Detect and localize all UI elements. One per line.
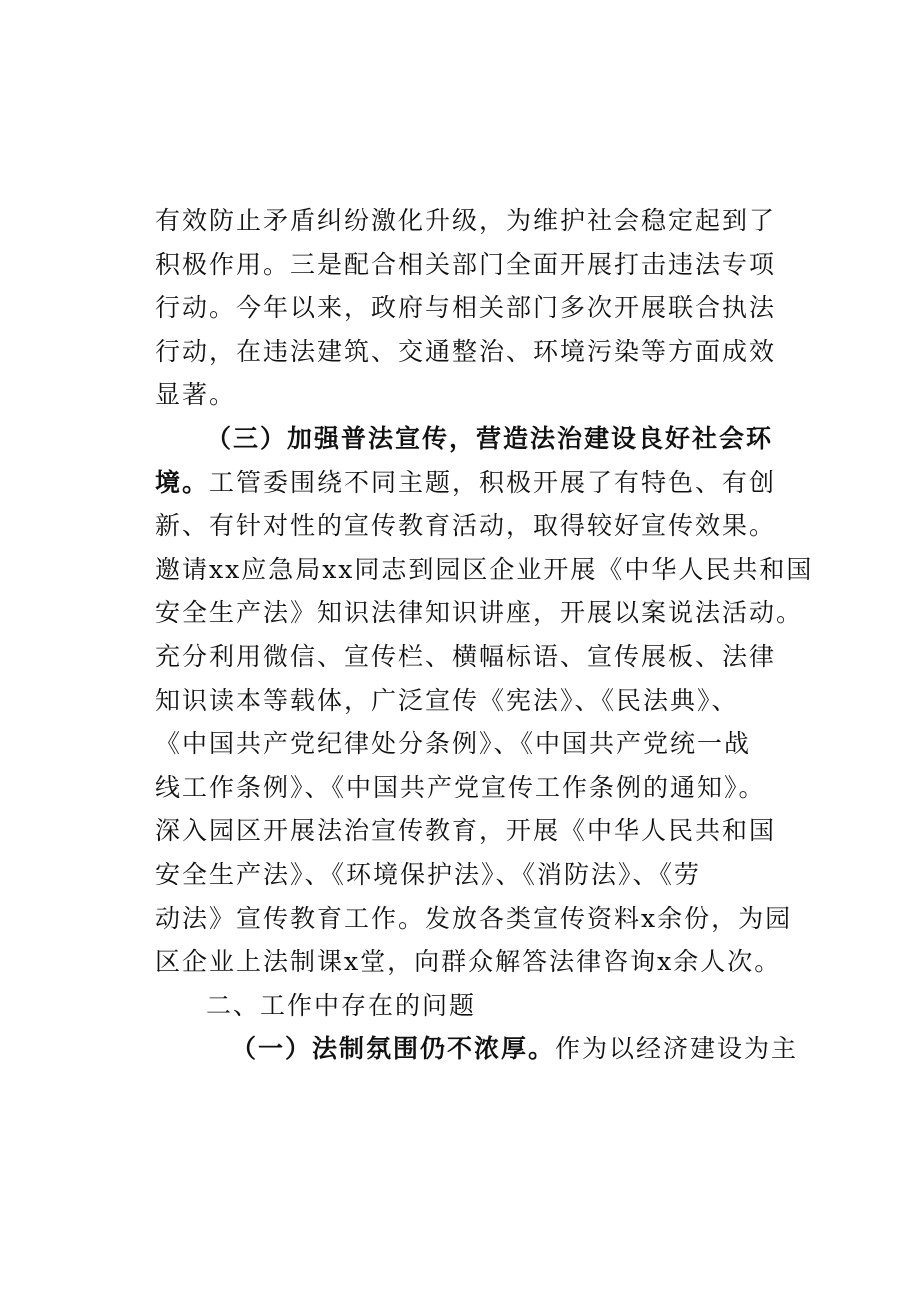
paragraph-line: 安全生产法》知识法律知识讲座，开展以案说法活动。 — [155, 598, 804, 628]
paragraph-line: 动法》宣传教育工作。发放各类宣传资料x余份，为园 — [155, 903, 793, 933]
subsection-1-line — [155, 1027, 799, 1071]
section-two-heading: 二、工作中存在的问题 — [206, 990, 477, 1020]
section-3-title-line — [155, 417, 775, 461]
paragraph-line — [155, 461, 775, 505]
paragraph-line: 安全生产法》、《环境保护法》、《消防法》、《劳 — [155, 859, 702, 889]
paragraph-line: 显著。 — [155, 380, 237, 410]
paragraph-line: 《中国共产党纪律处分条例》、《中国共产党统一战 — [155, 729, 752, 759]
paragraph-line: 有效防止矛盾纠纷激化升级，为维护社会稳定起到了 — [155, 206, 777, 235]
paragraph-line: 知识读本等载体，广泛宣传《宪法》、《民法典》、 — [155, 685, 739, 715]
paragraph-line: 行动，在违法建筑、交通整治、环境污染等方面成效 — [155, 336, 777, 366]
paragraph-text: 作为以经济建设为主 — [555, 1034, 799, 1064]
section-3-title-end: 境。 — [155, 467, 210, 497]
document-body — [155, 199, 814, 1071]
paragraph-text: 工管委围绕不同主题，积极开展了有特色、有创 — [209, 467, 777, 497]
paragraph-line: 线工作条例》、《中国共产党宣传工作条例的通知》。 — [155, 772, 766, 802]
paragraph-line: 邀请xx应急局xx同志到园区企业开展《中华人民共和国 — [155, 554, 814, 584]
paragraph-line: 深入园区开展法治宣传教育，开展《中华人民共和国 — [155, 816, 777, 846]
section-3-title: （三）加强普法宣传，营造法治建设良好社会环 — [206, 423, 774, 453]
subsection-1-title: （一）法制氛围仍不浓厚。 — [231, 1034, 556, 1064]
paragraph-line: 新、有针对性的宣传教育活动，取得较好宣传效果。 — [155, 511, 777, 541]
paragraph-line: 行动。今年以来，政府与相关部门多次开展联合执法 — [155, 293, 777, 323]
paragraph-line: 积极作用。三是配合相关部门全面开展打击违法专项 — [155, 249, 777, 279]
paragraph-line: 区企业上法制课x堂，向群众解答法律咨询x余人次。 — [155, 947, 782, 977]
paragraph-line: 充分利用微信、宣传栏、横幅标语、宣传展板、法律 — [155, 641, 777, 671]
